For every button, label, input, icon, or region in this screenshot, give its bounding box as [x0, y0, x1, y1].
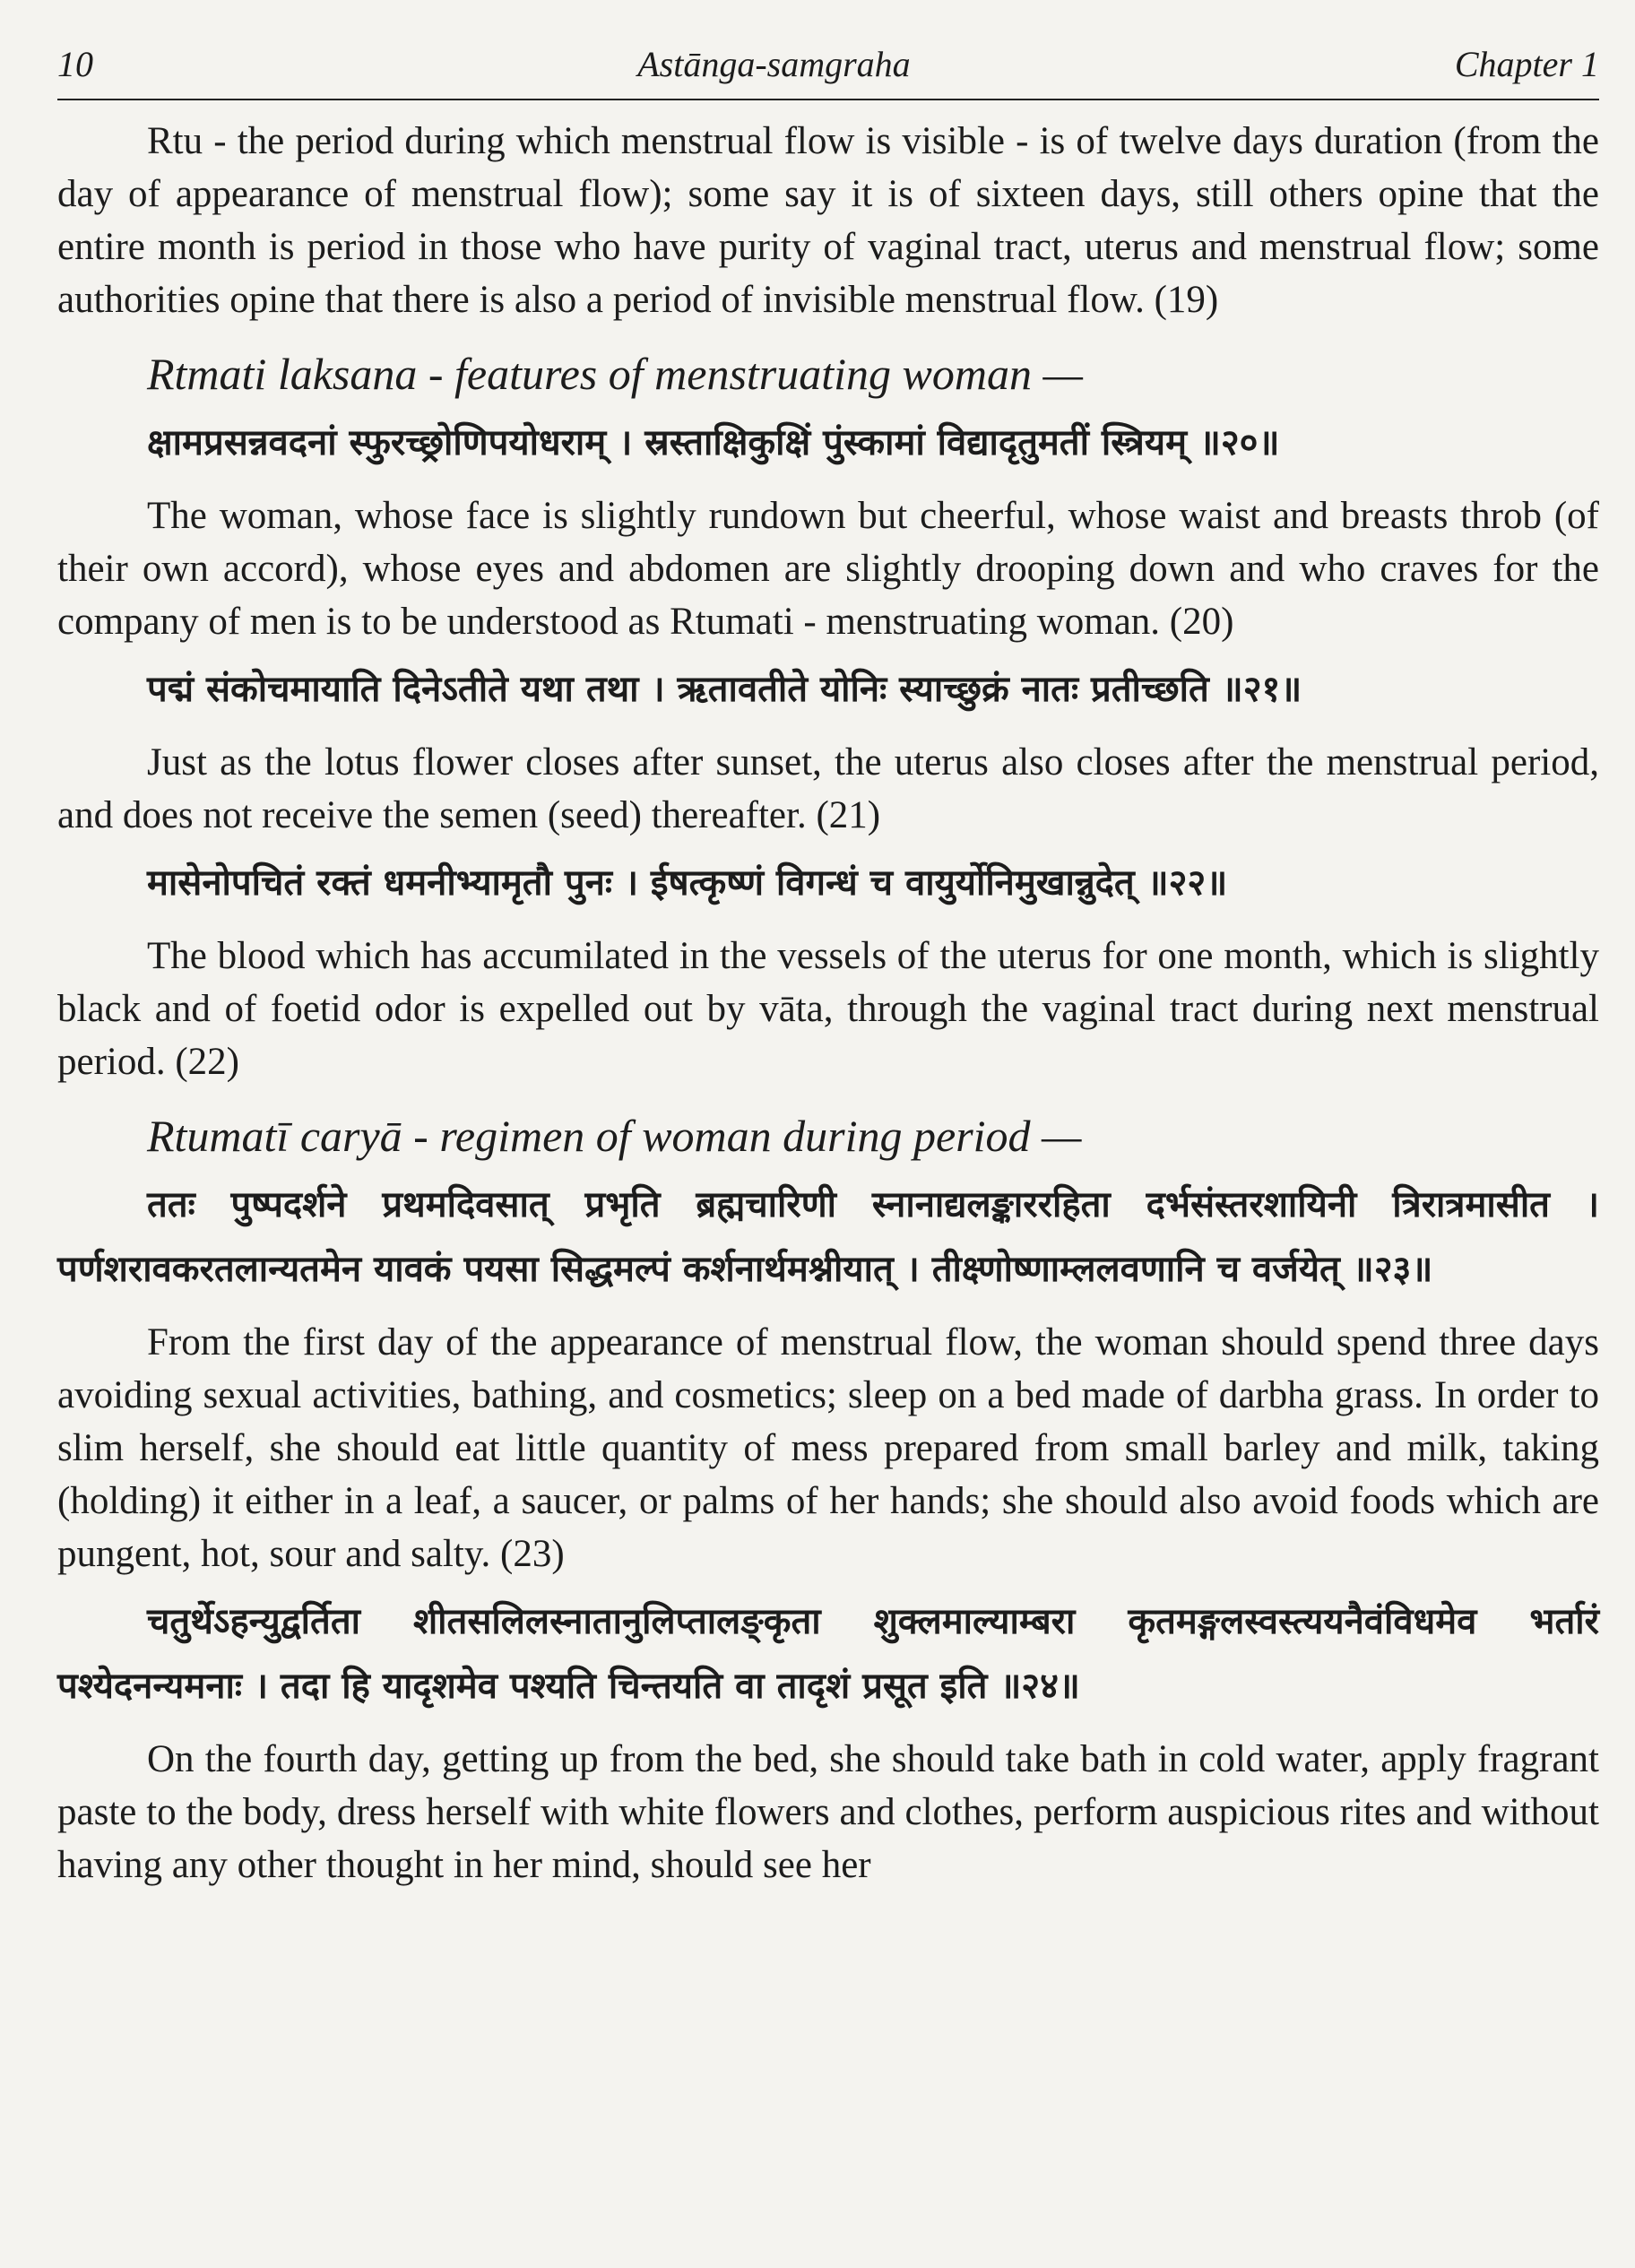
sanskrit-verse-21: पद्मं संकोचमायाति दिनेऽतीते यथा तथा । ऋतावतीते योनिः स्याच्छुक्रं नातः प्रतीच्छति ॥२१॥ — [147, 669, 1302, 710]
sanskrit-verse-22: मासेनोपचितं रक्तं धमनीभ्यामृतौ पुनः । ईषत्कृष्णं विगन्धं च वायुर्योनिमुखान्नुदेत् ॥२२॥ — [147, 862, 1228, 904]
paragraph-24: On the fourth day, getting up from the bed, she should take bath in cold water, apply fragrant paste to the body, dress herself with white flowers and clothes, perform auspicious rites and without having any other thought in her mind, should see her — [57, 1738, 1599, 1886]
page-number: 10 — [57, 44, 93, 84]
running-header — [57, 43, 1599, 100]
chapter-label: Chapter 1 — [1454, 44, 1599, 84]
paragraph-22: The blood which has accumilated in the vessels of the uterus for one month, which is slightly black and of foetid odor is expelled out by vāta, through the vaginal tract during next menstrual period. (22) — [57, 935, 1599, 1083]
sanskrit-verse-23: ततः पुष्पदर्शने प्रथमदिवसात् प्रभृति ब्रह्मचारिणी स्नानाद्यलङ्काररहिता दर्भसंस्तरशायिनी त्रिरात्रमासीत । पर्णशरावकरतलान्यतमेन यावकं पयसा सिद्धमल्पं कर्शनार्थमश्नीयात् । तीक्ष्णोष्णाम्ललवणानि च वर्जयेत् ॥२३॥ — [57, 1184, 1599, 1290]
sanskrit-verse-24: चतुर्थेऽहन्युद्वर्तिता शीतसलिलस्नातानुलिप्तालङ्कृता शुक्लमाल्याम्बरा कृतमङ्गलस्वस्त्ययनैवंविधमेव भर्तारं पश्येदनन्यमनाः । तदा हि यादृशमेव पश्यति चिन्तयति वा तादृशं प्रसूत इति ॥२४॥ — [57, 1601, 1599, 1707]
paragraph-23: From the first day of the appearance of menstrual flow, the woman should spend three days avoiding sexual activities, bathing, and cosmetics; sleep on a bed made of darbha grass. In order to slim herself, she should eat little quantity of mess prepared from small barley and milk, taking (holding) it either in a leaf, a saucer, or palms of her hands; she should also avoid foods which are pungent, hot, sour and salty. (23) — [57, 1321, 1599, 1575]
paragraph-20: The woman, whose face is slightly rundown but cheerful, whose waist and breasts throb (of their own accord), whose eyes and abdomen are slightly drooping down and who craves for the company of men is to be understood as Rtumati - menstruating woman. (20) — [57, 495, 1599, 643]
sanskrit-verse-20: क्षामप्रसन्नवदनां स्फुरच्छ्रोणिपयोधराम् । स्रस्ताक्षिकुक्षिं पुंस्कामां विद्यादृतुमतीं स्त्रियम् ॥२०॥ — [147, 422, 1280, 463]
book-page — [57, 43, 1599, 1891]
paragraph-21: Just as the lotus flower closes after sunset, the uterus also closes after the menstrual period, and does not receive the semen (seed) thereafter. (21) — [57, 741, 1599, 836]
section-heading-rtmati: Rtmati laksana - features of menstruating woman — — [147, 349, 1083, 399]
section-heading-carya: Rtumatī caryā - regimen of woman during period — — [147, 1111, 1082, 1161]
paragraph-19: Rtu - the period during which menstrual flow is visible - is of twelve days duration (from the day of appearance of menstrual flow); some say it is of sixteen days, still others opine that the entire month is period in those who have purity of vaginal tract, uterus and menstrual flow; some authorities opine that there is also a period of invisible menstrual flow. (19) — [57, 120, 1599, 321]
book-title: Astānga-samgraha — [637, 44, 911, 84]
